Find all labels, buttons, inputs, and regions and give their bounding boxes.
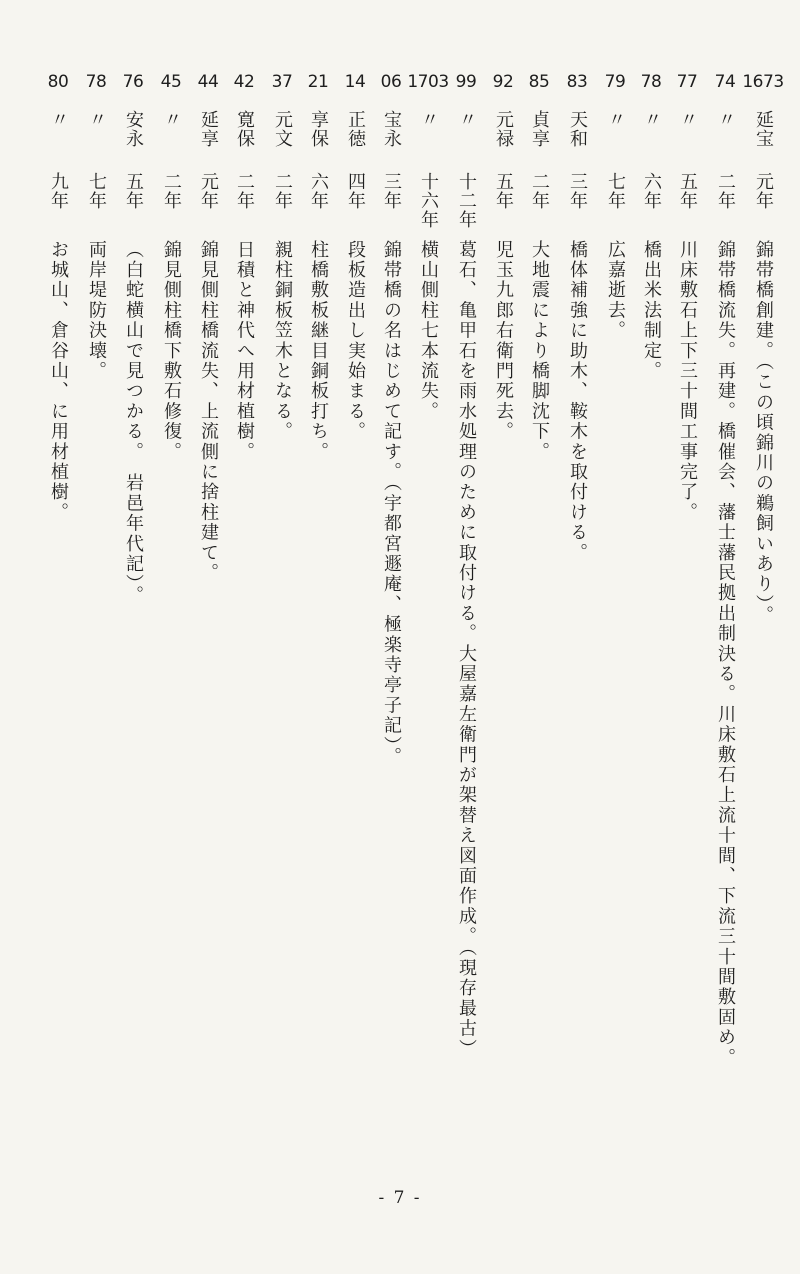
entry-year: 80 bbox=[47, 72, 69, 92]
entry-era: 〃 bbox=[677, 110, 698, 129]
timeline-entry bbox=[598, 72, 632, 1152]
entry-era-year: 五年 bbox=[677, 172, 698, 210]
entry-era: 元文 bbox=[272, 110, 293, 148]
entry-era-year: 二年 bbox=[272, 172, 293, 210]
entry-era-year: 五年 bbox=[123, 172, 144, 210]
timeline-entry bbox=[560, 72, 594, 1152]
entry-event: 広嘉逝去。 bbox=[605, 240, 626, 341]
entry-era-year: 六年 bbox=[641, 172, 662, 210]
entry-era-year: 三年 bbox=[567, 172, 588, 210]
entry-year: 37 bbox=[271, 72, 293, 92]
timeline-entry bbox=[407, 72, 449, 1152]
entry-era: 〃 bbox=[641, 110, 662, 129]
entry-year: 1673 bbox=[742, 72, 784, 92]
entry-era-year: 五年 bbox=[493, 172, 514, 210]
entry-event: 児玉九郎右衛門死去。 bbox=[493, 240, 514, 442]
entry-era: 延享 bbox=[198, 110, 219, 148]
timeline-entry bbox=[79, 72, 113, 1152]
entry-era: 〃 bbox=[418, 110, 439, 129]
entry-era: 天和 bbox=[567, 110, 588, 148]
timeline-entry bbox=[670, 72, 704, 1152]
entry-era-year: 二年 bbox=[529, 172, 550, 210]
entry-era: 〃 bbox=[456, 110, 477, 129]
entry-year: 92 bbox=[492, 72, 514, 92]
entry-era: 延宝 bbox=[753, 110, 774, 148]
timeline-entry bbox=[191, 72, 225, 1152]
entry-year: 14 bbox=[344, 72, 366, 92]
entry-event: 両岸堤防決壊。 bbox=[86, 240, 107, 382]
timeline-entry bbox=[116, 72, 150, 1152]
entry-year: 78 bbox=[85, 72, 107, 92]
timeline-entry bbox=[742, 72, 784, 1152]
entry-era-year: 元年 bbox=[198, 172, 219, 210]
entry-era: 〃 bbox=[48, 110, 69, 129]
entry-event: お城山、倉谷山、に用材植樹。 bbox=[48, 240, 69, 523]
entry-era-year: 九年 bbox=[48, 172, 69, 210]
entry-event: 錦帯橋流失。再建。橋催会、藩士藩民拠出制決る。川床敷石上流十間、下流三十間敷固め。 bbox=[715, 240, 736, 1069]
entry-era: 安永 bbox=[123, 110, 144, 148]
entry-year: 83 bbox=[566, 72, 588, 92]
entry-era-year: 四年 bbox=[345, 172, 366, 210]
entry-era: 寛保 bbox=[234, 110, 255, 148]
entry-event: 段板造出し実始まる。 bbox=[345, 240, 366, 442]
entry-event: 大地震により橋脚沈下。 bbox=[529, 240, 550, 463]
entry-era-year: 七年 bbox=[86, 172, 107, 210]
entry-era-year: 二年 bbox=[161, 172, 182, 210]
entry-year: 45 bbox=[160, 72, 182, 92]
timeline-entry bbox=[486, 72, 520, 1152]
entry-era: 享保 bbox=[308, 110, 329, 148]
entry-event: （白蛇横山で見つかる。 岩邑年代記）。 bbox=[123, 240, 144, 606]
entry-year: 78 bbox=[640, 72, 662, 92]
entry-event: 橋出米法制定。 bbox=[641, 240, 662, 382]
entry-era: 貞享 bbox=[529, 110, 550, 148]
entry-era-year: 六年 bbox=[308, 172, 329, 210]
timeline-entry bbox=[41, 72, 75, 1152]
entry-event: 横山側柱七本流失。 bbox=[418, 240, 439, 422]
entry-year: 74 bbox=[714, 72, 736, 92]
entry-event: 錦見側柱橋流失、上流側に捨柱建て。 bbox=[198, 240, 219, 584]
entry-year: 77 bbox=[676, 72, 698, 92]
entry-era-year: 三年 bbox=[381, 172, 402, 210]
entry-year: 99 bbox=[455, 72, 477, 92]
timeline-entry bbox=[265, 72, 299, 1152]
entry-event: 錦帯橋創建。（この頃錦川の鵜飼いあり）。 bbox=[753, 240, 774, 626]
entry-era-year: 七年 bbox=[605, 172, 626, 210]
page-number: - 7 - bbox=[378, 1188, 422, 1208]
entry-year: 44 bbox=[197, 72, 219, 92]
timeline-entry bbox=[374, 72, 408, 1152]
entry-era-year: 二年 bbox=[715, 172, 736, 210]
entry-event: 日積と神代へ用材植樹。 bbox=[234, 240, 255, 463]
entry-event: 川床敷石上下三十間工事完了。 bbox=[677, 240, 698, 523]
entry-era: 〃 bbox=[605, 110, 626, 129]
entry-era: 元禄 bbox=[493, 110, 514, 148]
entry-year: 1703 bbox=[407, 72, 449, 92]
entry-era: 宝永 bbox=[381, 110, 402, 148]
entry-year: 79 bbox=[604, 72, 626, 92]
entry-year: 42 bbox=[233, 72, 255, 92]
entry-era-year: 二年 bbox=[234, 172, 255, 210]
entry-event: 柱橋敷板継目銅板打ち。 bbox=[308, 240, 329, 463]
timeline-entry bbox=[708, 72, 742, 1152]
entry-year: 76 bbox=[122, 72, 144, 92]
entry-era: 正徳 bbox=[345, 110, 366, 148]
timeline-entry bbox=[634, 72, 668, 1152]
entry-event: 錦帯橋の名はじめて記す。（宇都宮遯庵、極楽寺亭子記）。 bbox=[381, 240, 402, 768]
timeline-entry bbox=[338, 72, 372, 1152]
entry-era-year: 十六年 bbox=[418, 172, 439, 229]
entry-era: 〃 bbox=[86, 110, 107, 129]
entry-event: 葛石、亀甲石を雨水処理のために取付ける。大屋嘉左衛門が架替え図面作成。（現存最古） bbox=[456, 240, 477, 1060]
entry-era-year: 元年 bbox=[753, 172, 774, 210]
entry-year: 85 bbox=[528, 72, 550, 92]
entry-era: 〃 bbox=[715, 110, 736, 129]
entry-event: 錦見側柱橋下敷石修復。 bbox=[161, 240, 182, 463]
timeline-entry bbox=[301, 72, 335, 1152]
entry-era-year: 十二年 bbox=[456, 172, 477, 229]
timeline-entry bbox=[449, 72, 483, 1152]
entry-year: 06 bbox=[380, 72, 402, 92]
entry-event: 橋体補強に助木、鞍木を取付ける。 bbox=[567, 240, 588, 564]
entry-year: 21 bbox=[307, 72, 329, 92]
entry-event: 親柱銅板笠木となる。 bbox=[272, 240, 293, 442]
entry-era: 〃 bbox=[161, 110, 182, 129]
timeline-entry bbox=[227, 72, 261, 1152]
timeline-entry bbox=[154, 72, 188, 1152]
timeline-entry bbox=[522, 72, 556, 1152]
